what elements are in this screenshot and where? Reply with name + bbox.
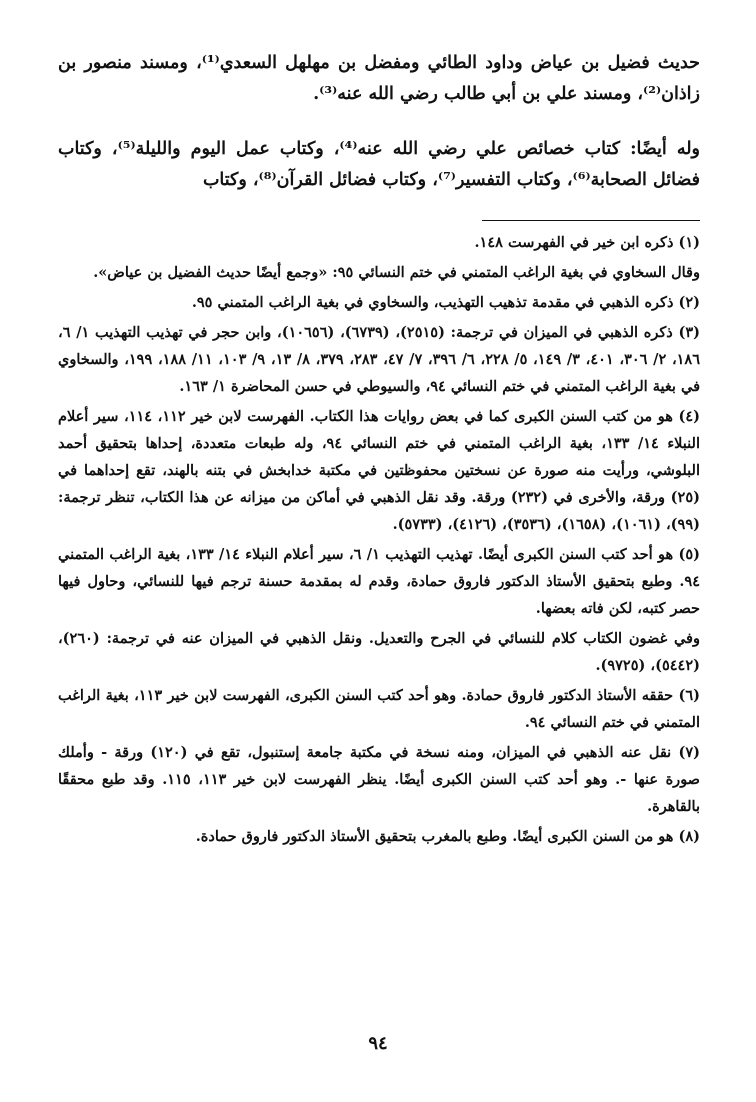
book-page (58, 48, 700, 853)
footnote-6: (٦) حققه الأستاذ الدكتور فاروق حمادة. وهو أحد كتب السنن الكبرى، الفهرست لابن خير ١١٣، بغية الراغب المتمني في ختم النسائي ٩٤. (58, 687, 700, 731)
main-paragraph-1: حديث فضيل بن عياض وداود الطائي ومفضل بن مهلهل السعدي⁽¹⁾، ومسند منصور بن زاذان⁽²⁾، ومسند علي بن أبي طالب رضي الله عنه⁽³⁾. (58, 53, 700, 104)
main-text (58, 48, 700, 196)
footnote-2: (٢) ذكره الذهبي في مقدمة تذهيب التهذيب، والسخاوي في بغية الراغب المتمني ٩٥. (191, 294, 700, 311)
footnote-separator (482, 220, 700, 221)
footnote-5: (٥) هو أحد كتب السنن الكبرى أيضًا. تهذيب التهذيب ١/ ٦، سير أعلام النبلاء ١٤/ ١٣٣، بغية الراغب المتمني ٩٤. وطبع بتحقيق الأستاذ الدكتور فاروق حمادة، وقدم له بمقدمة حسنة ترجم فيها للنسائي، وحاول فيها حصر كتبه، لكن فاته بعضها. (58, 546, 701, 617)
footnote-7: (٧) نقل عنه الذهبي في الميزان، ومنه نسخة في مكتبة جامعة إستنبول، تقع في (١٢٠) ورقة - وأملك صورة عنها -. وهو أحد كتب السنن الكبرى أيضًا. ينظر الفهرست لابن خير ١١٣، ١١٥. وقد طبع محققًا بالقاهرة. (58, 744, 700, 815)
footnote-3: (٣) ذكره الذهبي في الميزان في ترجمة: (٢٥١٥)، (٦٧٣٩)، (١٠٦٥٦)، وابن حجر في تهذيب التهذيب ١/ ٦، ١٨٦، ٢/ ٣٠٦، ٤٠١، ٣/ ١٤٩، ٥/ ٢٢٨، ٦/ ٣٩٦، ٧/ ٤٧، ٢٨٣، ٣٧٩، ٨/ ١٣، ٩/ ١٠٣، ١١/ ١٨٨، ١٩٩، والسخاوي في بغية الراغب المتمني في ختم النسائي ٩٤، والسيوطي في حسن المحاضرة ١/ ١٦٣. (58, 324, 701, 395)
footnote-8: (٨) هو من السنن الكبرى أيضًا. وطبع بالمغرب بتحقيق الأستاذ الدكتور فاروق حمادة. (195, 828, 700, 845)
page-number: ٩٤ (368, 1033, 388, 1054)
footnote-4: (٤) هو من كتب السنن الكبرى كما في بعض روايات هذا الكتاب. الفهرست لابن خير ١١٢، ١١٤، سير أعلام النبلاء ١٤/ ١٣٣، بغية الراغب المتمني في ختم النسائي ٩٤، وله طبعات متعددة، إحداها بتحقيق أحمد البلوشي، ورأيت منه صورة عن نسختين محفوظتين في مكتبة خدابخش في بتنه بالهند، تقع إحداهما في (٢٥) ورقة، والأخرى في (٢٣٢) ورقة. وقد نقل الذهبي في أماكن من ميزانه عن هذا الكتاب، تنظر ترجمة: (٩٩)، (١٠٦١)، (١٦٥٨)، (٣٥٣٦)، (٤١٢٦)، (٥٧٣٣). (58, 408, 700, 533)
footnote-1: (١) ذكره ابن خير في الفهرست ١٤٨. (474, 234, 700, 251)
footnote-5-continued: وفي غضون الكتاب كلام للنسائي في الجرح والتعديل. ونقل الذهبي في الميزان عنه في ترجمة: (٢٦٠)، (٥٤٤٢)، (٩٧٢٥). (58, 630, 700, 674)
main-paragraph-2: وله أيضًا: كتاب خصائص علي رضي الله عنه⁽⁴⁾، وكتاب عمل اليوم والليلة⁽⁵⁾، وكتاب فضائل الصحابة⁽⁶⁾، وكتاب التفسير⁽⁷⁾، وكتاب فضائل القرآن⁽⁸⁾، وكتاب (58, 139, 700, 190)
footnotes (58, 229, 700, 850)
footnote-1-continued: وقال السخاوي في بغية الراغب المتمني في ختم النسائي ٩٥: «وجمع أيضًا حديث الفضيل بن عياض». (93, 264, 700, 281)
